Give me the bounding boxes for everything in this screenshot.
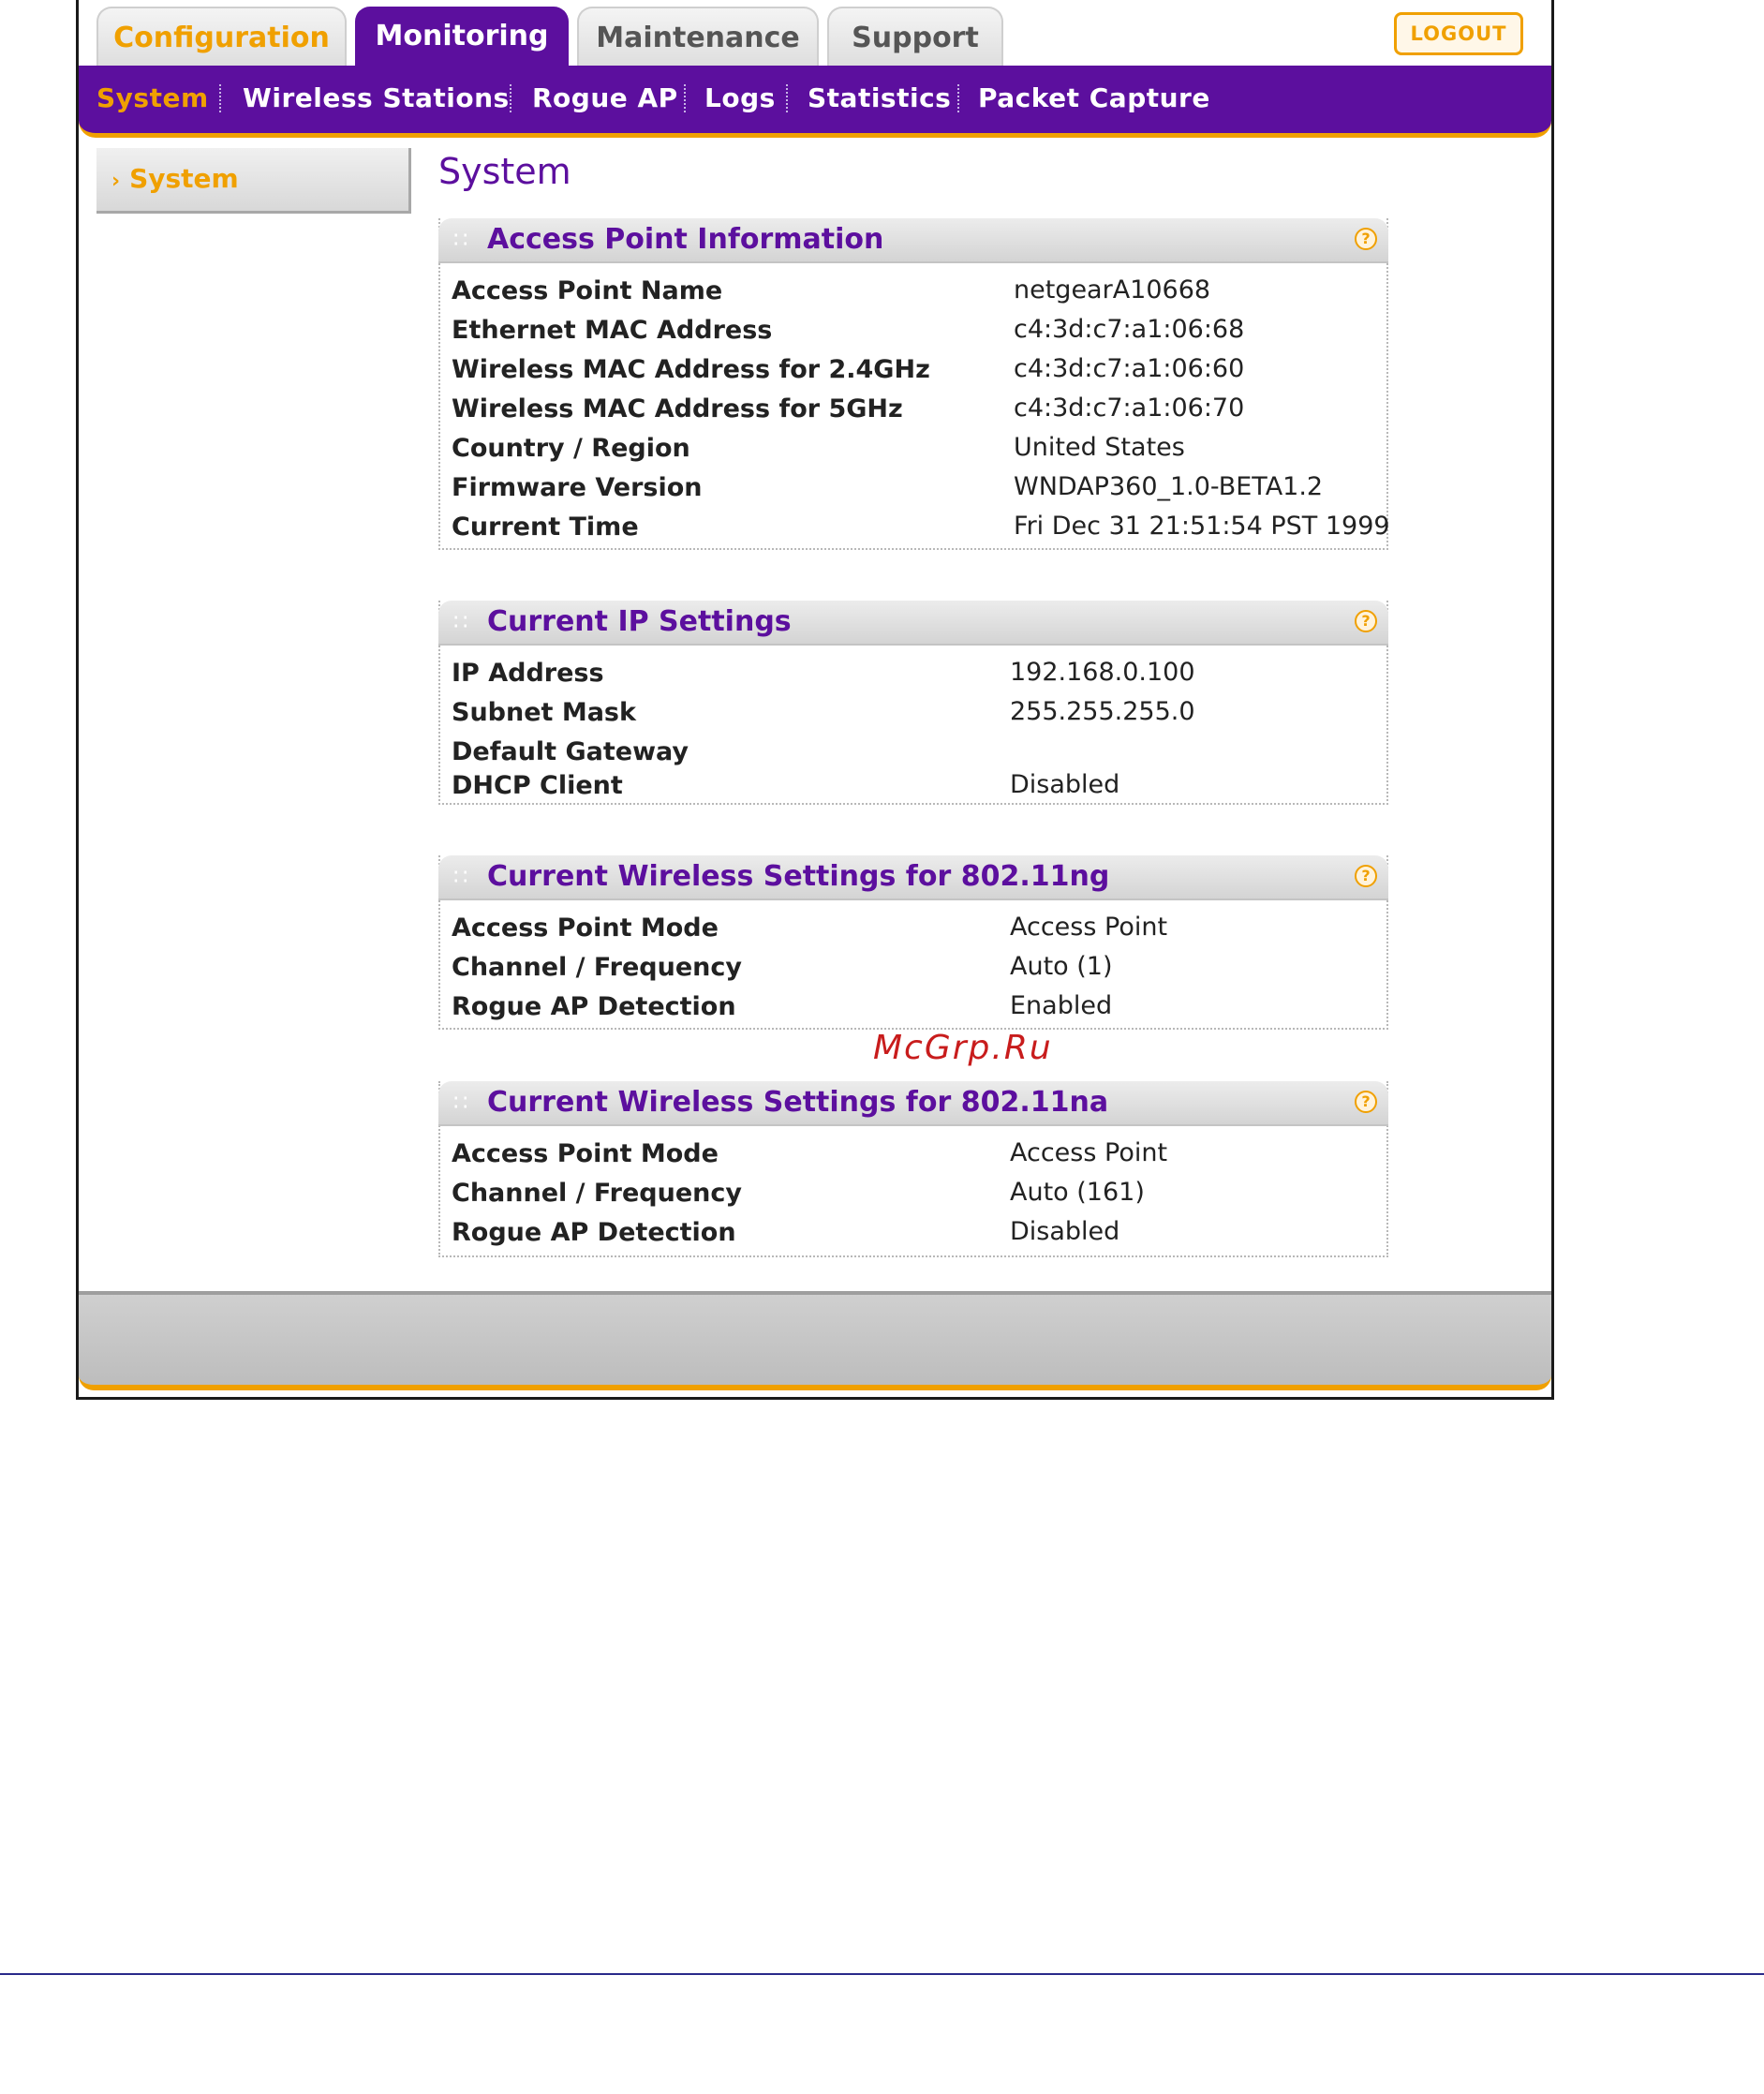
section-title: Current Wireless Settings for 802.11na [487, 1086, 1109, 1119]
subnav-separator [684, 84, 688, 112]
help-icon[interactable]: ? [1355, 610, 1377, 632]
row-label: Channel / Frequency [452, 953, 742, 982]
row-label: Current Time [452, 512, 639, 542]
row-value: United States [1014, 433, 1185, 462]
subnav-rogue-ap[interactable]: Rogue AP [532, 82, 678, 113]
row-label: Default Gateway [452, 737, 689, 766]
tab-support[interactable]: Support [827, 7, 1003, 67]
info-row [440, 310, 1386, 349]
watermark-text: McGrp.Ru [873, 1029, 1053, 1067]
drag-grip-icon: ∷ [453, 609, 468, 635]
row-label: Wireless MAC Address for 5GHz [452, 394, 903, 423]
row-value: Access Point [1010, 1138, 1168, 1167]
info-row [440, 468, 1386, 507]
help-icon[interactable]: ? [1355, 228, 1377, 250]
row-value: Disabled [1010, 770, 1120, 799]
row-value: c4:3d:c7:a1:06:70 [1014, 394, 1245, 423]
row-label: Subnet Mask [452, 698, 636, 727]
help-icon[interactable]: ? [1355, 865, 1377, 887]
sidebar-item-system[interactable] [96, 148, 411, 214]
subnav-separator [219, 84, 223, 112]
wireless-settings-ng-section [438, 855, 1388, 1030]
row-label: Access Point Mode [452, 913, 719, 943]
logout-button[interactable]: LOGOUT [1394, 12, 1523, 55]
page-bottom-rule [0, 1973, 1764, 1975]
tab-configuration[interactable]: Configuration [96, 7, 347, 67]
info-row [440, 692, 1386, 732]
row-value: c4:3d:c7:a1:06:60 [1014, 354, 1245, 383]
row-value: 255.255.255.0 [1010, 697, 1195, 726]
info-row [440, 1212, 1386, 1252]
info-row [440, 349, 1386, 389]
section-title: Access Point Information [487, 223, 884, 256]
row-label: Access Point Name [452, 276, 723, 305]
row-value: Auto (161) [1010, 1178, 1145, 1207]
subnav-logs[interactable]: Logs [704, 82, 776, 113]
info-row [440, 507, 1390, 546]
row-label: Access Point Mode [452, 1139, 719, 1168]
subnav-separator [510, 84, 513, 112]
tab-maintenance[interactable]: Maintenance [577, 7, 819, 67]
info-row [440, 428, 1386, 468]
row-value: 192.168.0.100 [1010, 658, 1195, 687]
row-value: Disabled [1010, 1217, 1120, 1246]
row-label: Wireless MAC Address for 2.4GHz [452, 355, 930, 384]
info-row [440, 1134, 1386, 1173]
router-admin-window [76, 0, 1554, 1400]
access-point-info-section [438, 218, 1388, 550]
help-icon[interactable]: ? [1355, 1091, 1377, 1113]
row-label: Rogue AP Detection [452, 992, 736, 1021]
row-label: Ethernet MAC Address [452, 316, 773, 345]
tab-monitoring[interactable]: Monitoring [355, 7, 569, 67]
info-row [440, 389, 1386, 428]
info-row [440, 653, 1386, 692]
row-label: Firmware Version [452, 473, 703, 502]
row-value: Enabled [1010, 991, 1113, 1020]
subnav-separator [957, 84, 961, 112]
drag-grip-icon: ∷ [453, 227, 468, 253]
section-header [438, 218, 1388, 263]
drag-grip-icon: ∷ [453, 864, 468, 890]
subnav-statistics[interactable]: Statistics [808, 82, 952, 113]
section-header [438, 855, 1388, 900]
row-value: netgearA10668 [1014, 275, 1211, 304]
info-row [440, 987, 1386, 1026]
row-label: Country / Region [452, 434, 690, 463]
row-label: IP Address [452, 659, 604, 688]
footer-bar [79, 1291, 1551, 1390]
chevron-right-icon: › [111, 170, 121, 193]
info-row [440, 732, 1386, 765]
info-row [440, 947, 1386, 987]
subnav-wireless-stations[interactable]: Wireless Stations [243, 82, 510, 113]
row-value: Auto (1) [1010, 952, 1113, 981]
info-row [440, 765, 1386, 805]
drag-grip-icon: ∷ [453, 1090, 468, 1116]
sub-navigation-bar [79, 66, 1551, 138]
section-header [438, 1081, 1388, 1126]
info-row [440, 271, 1386, 310]
subnav-system[interactable]: System [96, 82, 209, 113]
subnav-separator [786, 84, 790, 112]
section-header [438, 601, 1388, 646]
wireless-settings-na-section [438, 1081, 1388, 1257]
info-row [440, 1173, 1386, 1212]
sidebar-item-label: System [129, 163, 239, 194]
info-row [440, 908, 1386, 947]
section-title: Current IP Settings [487, 605, 792, 638]
row-label: DHCP Client [452, 771, 623, 800]
row-label: Rogue AP Detection [452, 1218, 736, 1247]
section-title: Current Wireless Settings for 802.11ng [487, 860, 1110, 893]
row-value: WNDAP360_1.0-BETA1.2 [1014, 472, 1324, 501]
row-value: c4:3d:c7:a1:06:68 [1014, 315, 1245, 344]
row-value: Fri Dec 31 21:51:54 PST 1999 [1014, 512, 1390, 541]
row-value: Access Point [1010, 913, 1168, 942]
row-label: Channel / Frequency [452, 1179, 742, 1208]
page-title: System [438, 151, 571, 192]
current-ip-settings-section [438, 601, 1388, 805]
subnav-packet-capture[interactable]: Packet Capture [978, 82, 1210, 113]
